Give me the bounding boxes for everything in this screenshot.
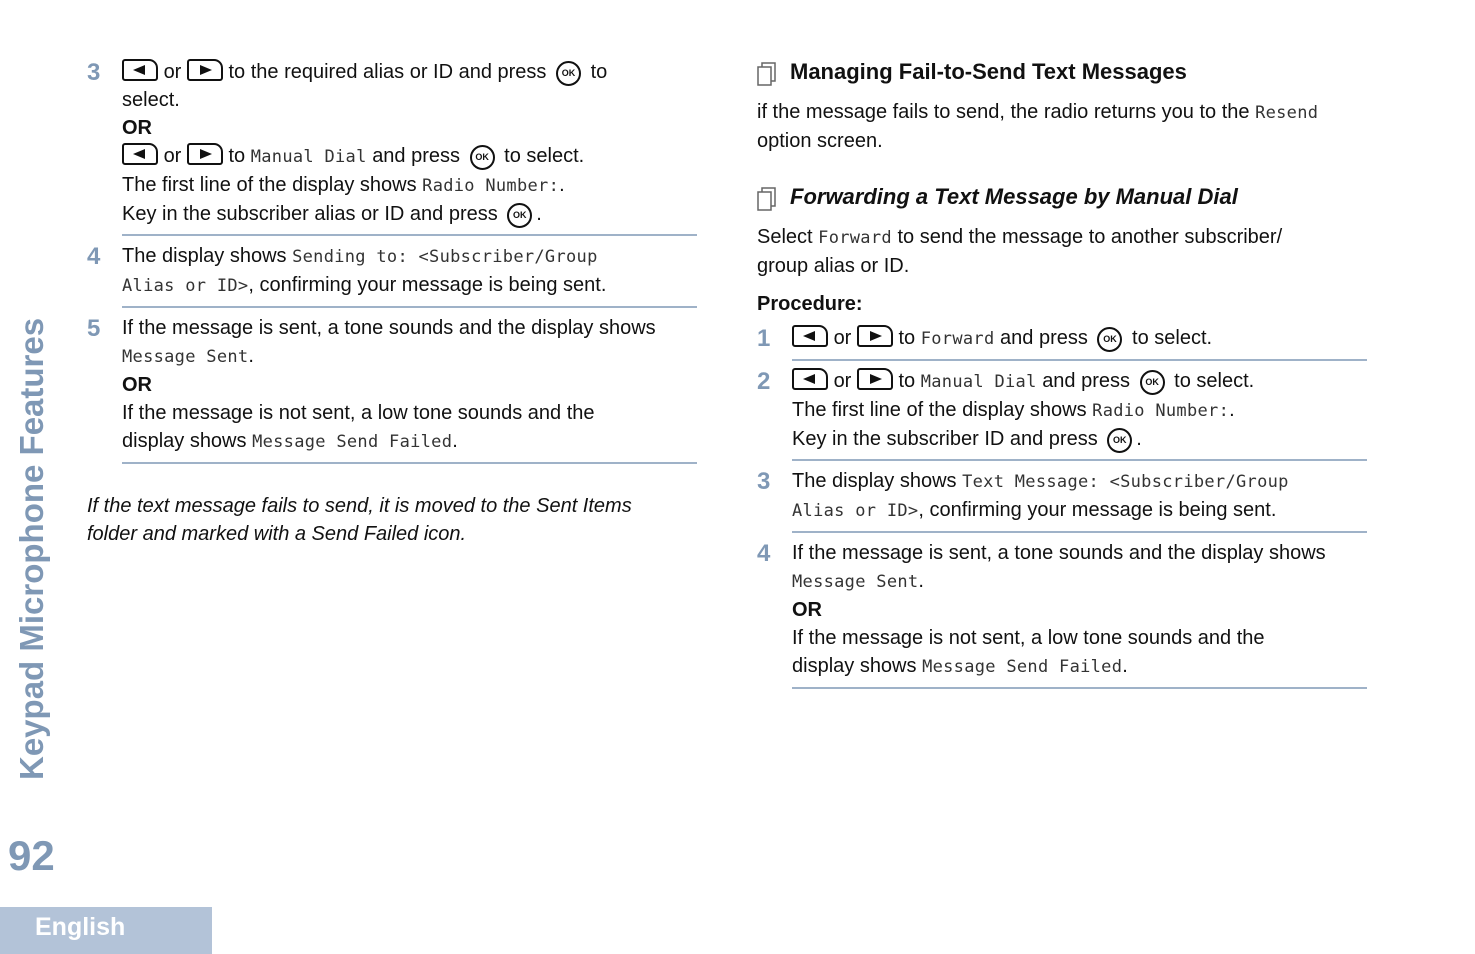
step-line	[792, 496, 1367, 525]
step-number: 4	[87, 243, 101, 270]
punctuation: .	[1136, 428, 1142, 450]
step-number: 2	[757, 368, 771, 395]
step-text: If the message is sent, a tone sounds and the display shows	[122, 317, 656, 339]
step-body	[792, 367, 1367, 461]
step-number: 5	[87, 315, 101, 342]
step-text: and press	[1000, 327, 1088, 349]
punctuation: .	[452, 430, 458, 452]
display-text: Alias or ID>	[792, 501, 919, 521]
step-line	[122, 142, 697, 171]
display-text: Message Sent	[792, 572, 919, 592]
or-text: or	[833, 370, 852, 392]
step-text: and press	[372, 145, 461, 167]
step-4	[757, 539, 1367, 689]
left-arrow-key-icon	[122, 143, 158, 165]
step-line	[122, 342, 697, 371]
paragraph	[757, 223, 1367, 280]
procedure-label: Procedure:	[757, 293, 863, 315]
step-line	[122, 200, 697, 228]
display-text: Radio Number:	[1092, 401, 1230, 421]
step-text: If the message is not sent, a low tone sounds and the	[122, 402, 595, 424]
heading-text: Managing Fail-to-Send Text Messages	[790, 59, 1187, 84]
step-line	[792, 467, 1367, 496]
or-label: OR	[792, 599, 822, 621]
step-text: The display shows	[792, 470, 957, 492]
display-text: Forward	[818, 228, 892, 248]
para-text: group alias or ID.	[757, 255, 910, 277]
step-text: Key in the subscriber ID and press	[792, 428, 1098, 450]
procedure-icon	[757, 62, 777, 86]
step-text: display shows	[792, 655, 917, 677]
step-1	[757, 324, 1367, 361]
para-text: option screen.	[757, 130, 883, 152]
step-line	[792, 652, 1367, 681]
step-text: to	[898, 327, 916, 349]
step-3	[87, 58, 697, 236]
page-number: 92	[8, 832, 55, 879]
step-line	[792, 324, 1367, 353]
step-line	[122, 242, 697, 271]
step-body	[792, 467, 1367, 533]
step-text: to	[898, 370, 916, 392]
or-text: or	[833, 327, 852, 349]
step-body	[122, 314, 697, 464]
step-body	[122, 242, 697, 308]
left-arrow-key-icon	[792, 325, 828, 347]
display-text: Manual Dial	[250, 147, 367, 167]
left-column	[87, 58, 697, 548]
step-text: If the message is not sent, a low tone sounds and the	[792, 627, 1265, 649]
or-label: OR	[122, 117, 152, 139]
step-line	[122, 271, 697, 300]
right-arrow-key-icon	[857, 368, 893, 390]
step-number: 3	[87, 59, 101, 86]
ok-button-icon: OK	[470, 145, 495, 170]
left-arrow-key-icon	[122, 59, 158, 81]
step-body	[122, 58, 697, 236]
step-text: If the message is sent, a tone sounds and the display shows	[792, 542, 1326, 564]
ok-button-icon: OK	[1107, 428, 1132, 453]
step-text: The first line of the display shows	[122, 174, 417, 196]
section-heading	[757, 58, 1367, 86]
display-text: Manual Dial	[920, 372, 1037, 392]
step-text: to	[228, 145, 246, 167]
step-text: to	[590, 61, 608, 83]
step-line	[122, 427, 697, 456]
ok-button-icon: OK	[556, 61, 581, 86]
para-text: to send the message to another subscriber/	[897, 226, 1283, 248]
display-text: Forward	[920, 329, 995, 349]
punctuation: .	[536, 203, 542, 225]
step-3	[757, 467, 1367, 533]
step-number: 4	[757, 540, 771, 567]
heading-text: Forwarding a Text Message by Manual Dial	[790, 184, 1238, 209]
punctuation: .	[1122, 655, 1128, 677]
ok-button-icon: OK	[1097, 327, 1122, 352]
note-text: folder and marked with a Send Failed icon.	[87, 523, 467, 545]
step-text: and press	[1042, 370, 1131, 392]
step-text: Key in the subscriber alias or ID and press	[122, 203, 498, 225]
display-text: Alias or ID>	[122, 276, 249, 296]
left-arrow-key-icon	[792, 368, 828, 390]
ok-button-icon: OK	[1140, 370, 1165, 395]
step-2	[757, 367, 1367, 461]
display-text: Message Sent	[122, 347, 249, 367]
step-number: 3	[757, 468, 771, 495]
display-text: Message Send Failed	[922, 657, 1123, 677]
step-number: 1	[757, 325, 771, 352]
para-line	[757, 223, 1367, 252]
section-title: Keypad Microphone Features	[13, 317, 50, 780]
right-arrow-key-icon	[187, 59, 223, 81]
step-line	[122, 58, 697, 86]
para-text: Select	[757, 226, 813, 248]
procedure-icon	[757, 187, 777, 211]
section-heading	[757, 183, 1367, 211]
or-text: or	[163, 61, 182, 83]
step-line	[792, 367, 1367, 396]
step-line	[792, 396, 1367, 425]
step-text: display shows	[122, 430, 247, 452]
punctuation: .	[1229, 399, 1235, 421]
note	[87, 492, 697, 548]
ok-button-icon: OK	[507, 203, 532, 228]
language-tab: English	[0, 907, 212, 954]
step-line	[122, 171, 697, 200]
step-4	[87, 242, 697, 308]
step-5	[87, 314, 697, 464]
paragraph	[757, 98, 1367, 155]
right-arrow-key-icon	[187, 143, 223, 165]
right-arrow-key-icon	[857, 325, 893, 347]
note-text: If the text message fails to send, it is moved to the Sent Items	[87, 495, 632, 517]
step-text: , confirming your message is being sent.	[248, 274, 607, 296]
right-column	[757, 58, 1367, 689]
punctuation: .	[559, 174, 565, 196]
punctuation: .	[918, 570, 924, 592]
step-text: The first line of the display shows	[792, 399, 1087, 421]
step-text: to select.	[1132, 327, 1213, 349]
para-line	[757, 98, 1367, 127]
step-text: The display shows	[122, 245, 287, 267]
punctuation: .	[248, 345, 254, 367]
step-body	[792, 324, 1367, 361]
step-text: to the required alias or ID and press	[228, 61, 547, 83]
step-text: to select.	[504, 145, 585, 167]
step-text: to select.	[1174, 370, 1255, 392]
display-text: Message Send Failed	[252, 432, 453, 452]
step-line	[792, 567, 1367, 596]
or-label: OR	[122, 374, 152, 396]
display-text: Sending to: <Subscriber/Group	[292, 247, 598, 267]
display-text: Resend	[1255, 103, 1319, 123]
para-text: if the message fails to send, the radio returns you to the	[757, 101, 1250, 123]
step-body	[792, 539, 1367, 689]
display-text: Text Message: <Subscriber/Group	[962, 472, 1289, 492]
display-text: Radio Number:	[422, 176, 560, 196]
step-line	[792, 425, 1367, 453]
or-text: or	[163, 145, 182, 167]
step-text: select.	[122, 89, 180, 111]
step-text: , confirming your message is being sent.	[918, 499, 1277, 521]
